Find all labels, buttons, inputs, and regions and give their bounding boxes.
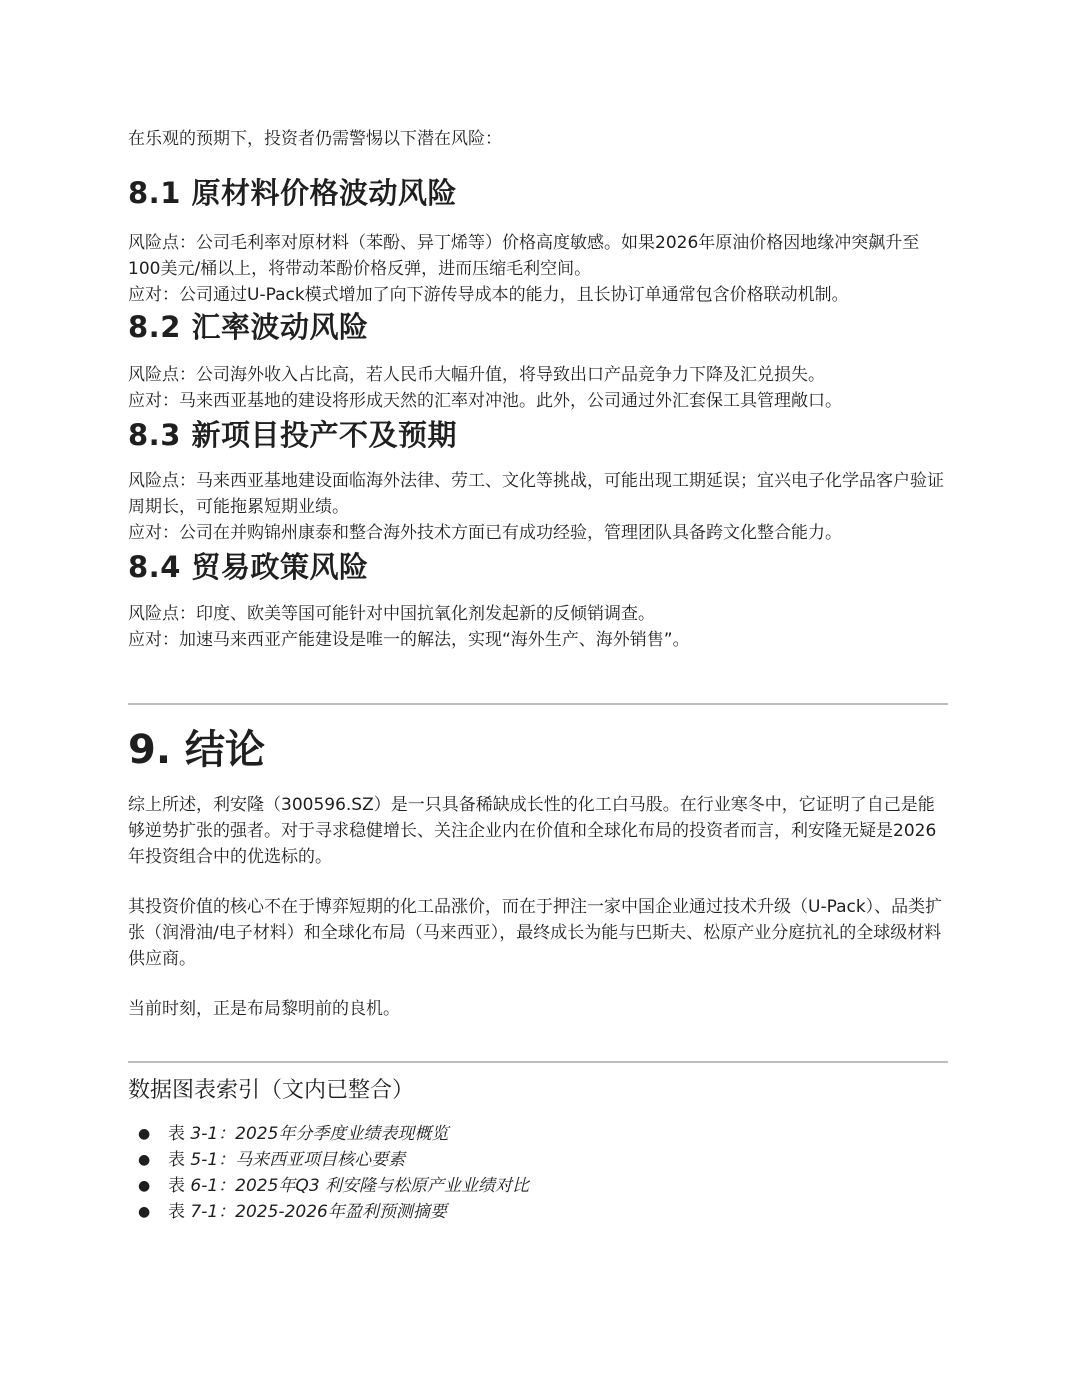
item-prefix: 表 xyxy=(168,1202,191,1222)
section-body-8-2 xyxy=(128,362,948,414)
bullet-icon: ● xyxy=(138,1204,151,1220)
response-text: 应对：公司在并购锦州康泰和整合海外技术方面已有成功经验，管理团队具备跨文化整合能力。 xyxy=(128,523,842,543)
list-item xyxy=(128,1173,529,1199)
item-prefix: 表 xyxy=(168,1124,191,1144)
conclusion-paragraph-3: 当前时刻，正是布局黎明前的良机。 xyxy=(128,999,400,1019)
section-heading-8-4: 8.4 贸易政策风险 xyxy=(128,550,369,584)
risk-text: 风险点：公司海外收入占比高，若人民币大幅升值，将导致出口产品竞争力下降及汇兑损失。 xyxy=(128,365,825,385)
item-label: 6-1：2025年Q3 利安隆与松原产业业绩对比 xyxy=(190,1176,530,1196)
section-divider xyxy=(128,1061,948,1063)
item-prefix: 表 xyxy=(168,1176,191,1196)
section-divider xyxy=(128,703,948,705)
conclusion-paragraph-1: 综上所述，利安隆（300596.SZ）是一只具备稀缺成长性的化工白马股。在行业寒冬中，它证明了自己是能够逆势扩张的强者。对于寻求稳健增长、关注企业内在价值和全球化布局的投资者而言，利安隆无疑是2026年投资组合中的优选标的。 xyxy=(128,795,937,867)
section-body-8-4 xyxy=(128,601,948,653)
list-item xyxy=(128,1147,529,1173)
bullet-icon: ● xyxy=(138,1152,151,1168)
section-body-8-3 xyxy=(128,468,948,546)
item-label: 3-1：2025年分季度业绩表现概览 xyxy=(190,1124,449,1144)
list-item xyxy=(128,1199,529,1225)
item-label: 7-1：2025-2026年盈利预测摘要 xyxy=(190,1202,447,1222)
risk-text: 风险点：印度、欧美等国可能针对中国抗氧化剂发起新的反倾销调查。 xyxy=(128,604,655,624)
chart-index-heading: 数据图表索引（文内已整合） xyxy=(128,1078,415,1103)
risk-text: 风险点：公司毛利率对原材料（苯酚、异丁烯等）价格高度敏感。如果2026年原油价格因地缘冲突飙升至100美元/桶以上，将带动苯酚价格反弹，进而压缩毛利空间。 xyxy=(128,233,920,279)
section-body-8-1 xyxy=(128,230,948,308)
list-item xyxy=(128,1121,529,1147)
bullet-icon: ● xyxy=(138,1126,151,1142)
section-heading-8-3: 8.3 新项目投产不及预期 xyxy=(128,418,457,452)
item-label: 5-1：马来西亚项目核心要素 xyxy=(190,1150,406,1170)
response-text: 应对：马来西亚基地的建设将形成天然的汇率对冲池。此外，公司通过外汇套保工具管理敞口。 xyxy=(128,391,842,411)
response-text: 应对：公司通过U-Pack模式增加了向下游传导成本的能力，且长协订单通常包含价格联动机制。 xyxy=(128,285,849,305)
section-heading-8-2: 8.2 汇率波动风险 xyxy=(128,310,369,344)
risk-text: 风险点：马来西亚基地建设面临海外法律、劳工、文化等挑战，可能出现工期延误；宜兴电子化学品客户验证周期长，可能拖累短期业绩。 xyxy=(128,471,944,517)
conclusion-heading: 9. 结论 xyxy=(128,727,265,773)
response-text: 应对：加速马来西亚产能建设是唯一的解法，实现“海外生产、海外销售”。 xyxy=(128,630,690,650)
item-prefix: 表 xyxy=(168,1150,191,1170)
section-heading-8-1: 8.1 原材料价格波动风险 xyxy=(128,176,457,210)
intro-text: 在乐观的预期下，投资者仍需警惕以下潜在风险： xyxy=(128,129,502,149)
chart-index-list xyxy=(128,1121,529,1225)
conclusion-paragraph-2: 其投资价值的核心不在于博弈短期的化工品涨价，而在于押注一家中国企业通过技术升级（U-Pack）、品类扩张（润滑油/电子材料）和全球化布局（马来西亚），最终成长为能与巴斯夫、松原产业分庭抗礼的全球级材料供应商。 xyxy=(128,897,943,969)
bullet-icon: ● xyxy=(138,1178,151,1194)
